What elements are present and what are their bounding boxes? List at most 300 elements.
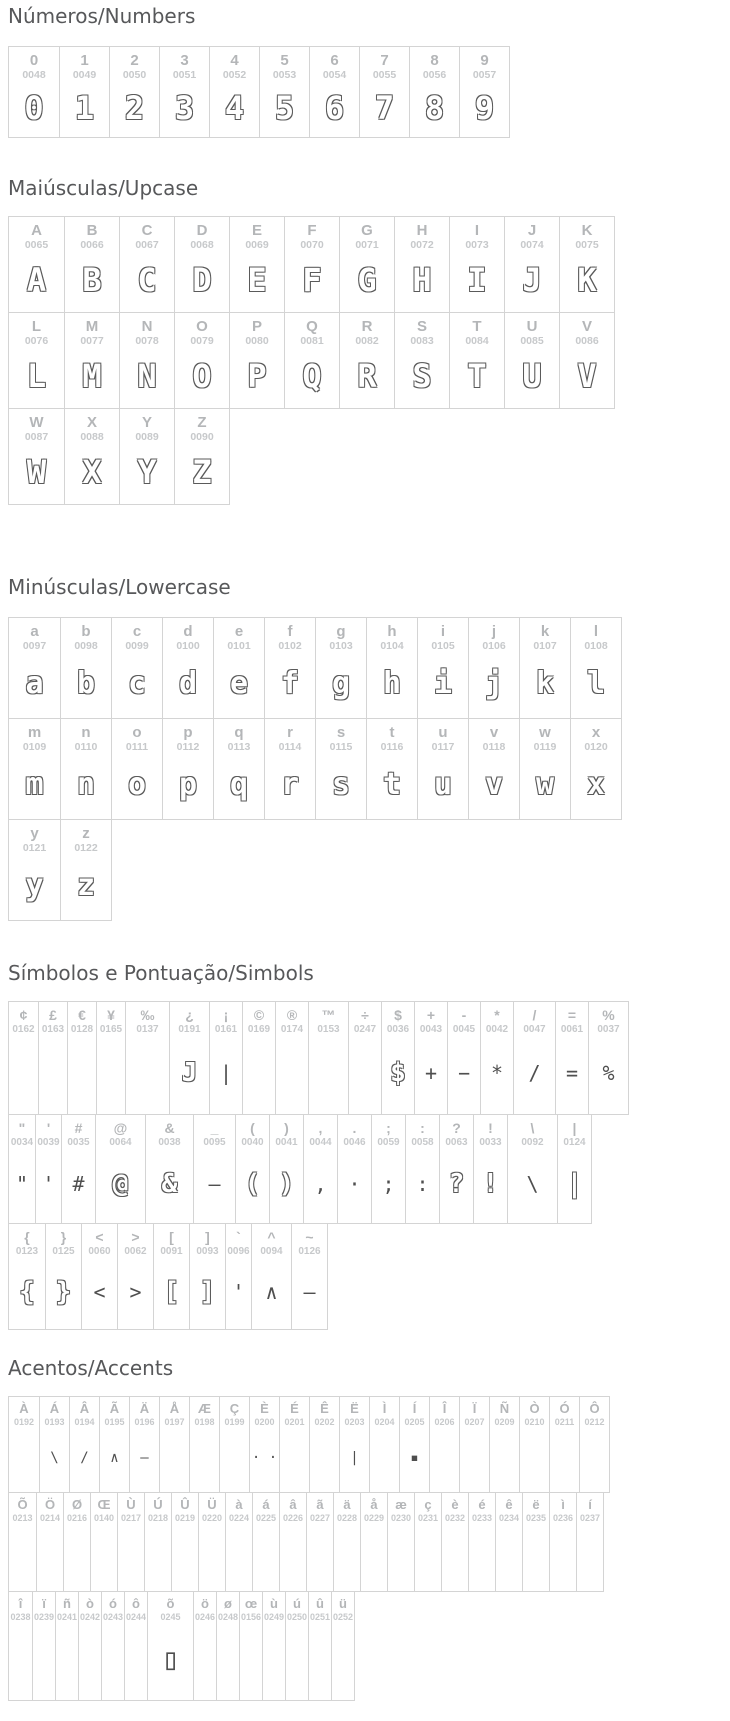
glyph-cell — [153, 1224, 189, 1329]
glyph-preview: " — [15, 1172, 29, 1197]
glyph-cell — [279, 1397, 309, 1492]
glyph-char-label: Ø — [71, 1497, 83, 1512]
glyph-preview: [ — [163, 1276, 180, 1307]
glyph-cell — [468, 618, 519, 718]
glyph-unicode-label: 0153 — [317, 1024, 340, 1036]
glyph-unicode-label: 0163 — [41, 1024, 65, 1036]
glyph-char-label: 8 — [430, 52, 439, 69]
glyph-preview: M — [82, 357, 102, 396]
glyph-unicode-label: 0043 — [419, 1024, 443, 1036]
glyph-unicode-label: 0217 — [120, 1512, 142, 1523]
glyph-cell — [369, 1397, 399, 1492]
glyph-preview: ▪ — [410, 1450, 419, 1467]
glyph-preview: > — [129, 1279, 142, 1304]
glyph-unicode-label: 0235 — [525, 1512, 547, 1523]
glyph-unicode-label: 0194 — [74, 1416, 95, 1427]
glyph-cell — [9, 719, 60, 819]
glyph-char-label: H — [416, 222, 428, 239]
glyph-preview: R — [357, 357, 377, 396]
glyph-cell — [468, 719, 519, 819]
glyph-preview: I — [467, 261, 487, 300]
glyph-unicode-label: 0037 — [597, 1024, 620, 1036]
glyph-unicode-label: 0233 — [471, 1512, 493, 1523]
glyph-preview: \ — [50, 1450, 59, 1467]
glyph-unicode-label: 0040 — [241, 1137, 264, 1149]
glyph-unicode-label: 0226 — [282, 1512, 304, 1523]
glyph-char-label: Ê — [320, 1401, 329, 1416]
glyph-cell — [489, 1397, 519, 1492]
glyph-unicode-label: 0109 — [22, 741, 47, 754]
glyph-cell — [480, 1002, 513, 1114]
glyph-cell — [129, 1397, 159, 1492]
glyph-char-label: 4 — [230, 52, 239, 69]
glyph-unicode-label: 0239 — [33, 1611, 55, 1622]
glyph-cell — [495, 1493, 522, 1591]
glyph-unicode-label: 0042 — [485, 1024, 509, 1036]
glyph-unicode-label: 0121 — [22, 842, 47, 855]
glyph-cell — [507, 1115, 557, 1223]
glyph-unicode-label: 0081 — [300, 335, 324, 348]
glyph-cell — [252, 1493, 279, 1591]
glyph-char-label: 3 — [180, 52, 189, 69]
glyph-unicode-label: 0039 — [37, 1137, 60, 1149]
glyph-unicode-label: 0228 — [336, 1512, 358, 1523]
glyph-preview: / — [80, 1450, 89, 1467]
glyph-cell — [259, 47, 309, 137]
glyph-char-label: K — [581, 222, 593, 239]
glyph-char-label: r — [287, 724, 293, 741]
glyph-char-label: a — [30, 623, 39, 640]
glyph-unicode-label: 0104 — [380, 640, 404, 653]
glyph-char-label: \ — [530, 1120, 535, 1136]
glyph-char-label: Å — [169, 1401, 180, 1416]
glyph-unicode-label: 0122 — [74, 842, 98, 855]
glyph-cell — [119, 409, 174, 504]
glyph-unicode-label: 0198 — [194, 1416, 215, 1427]
glyph-cell — [174, 217, 229, 312]
glyph-cell — [9, 1397, 39, 1492]
glyph-unicode-label: 0066 — [80, 239, 104, 252]
glyph-cell — [162, 719, 213, 819]
glyph-cell — [468, 1493, 495, 1591]
glyph-cell — [219, 1397, 249, 1492]
glyph-unicode-label: 0243 — [102, 1611, 124, 1622]
glyph-unicode-label: 0211 — [554, 1416, 575, 1427]
glyph-preview: | — [566, 1169, 583, 1200]
glyph-preview: e — [229, 665, 249, 701]
glyph-char-label: | — [572, 1120, 577, 1136]
section-title: Símbolos e Pontuação/Simbols — [8, 961, 314, 985]
glyph-preview: w — [535, 766, 555, 802]
glyph-unicode-label: 0106 — [482, 640, 506, 653]
glyph-cell — [64, 409, 119, 504]
glyph-unicode-label: 0084 — [465, 335, 489, 348]
glyph-unicode-label: 0196 — [134, 1416, 155, 1427]
glyph-unicode-label: 0251 — [309, 1611, 331, 1622]
glyph-char-label: á — [262, 1497, 270, 1512]
glyph-preview: ( — [244, 1169, 261, 1200]
glyph-cell — [371, 1115, 405, 1223]
glyph-unicode-label: 0212 — [584, 1416, 605, 1427]
glyph-preview: t — [382, 766, 402, 802]
glyph-cell — [409, 47, 459, 137]
glyph-char-label: " — [18, 1120, 26, 1136]
glyph-preview: g — [331, 665, 351, 701]
glyph-unicode-label: 0079 — [190, 335, 214, 348]
glyph-unicode-label: 0191 — [178, 1024, 201, 1036]
glyph-preview: ' — [42, 1172, 55, 1197]
glyph-unicode-label: 0062 — [124, 1246, 147, 1258]
glyph-unicode-label: 0209 — [494, 1416, 515, 1427]
glyph-char-label: L — [31, 318, 42, 335]
glyph-unicode-label: 0102 — [278, 640, 302, 653]
glyph-row — [8, 1492, 604, 1592]
glyph-unicode-label: 0137 — [136, 1024, 159, 1036]
glyph-cell — [229, 313, 284, 408]
glyph-cell — [216, 1592, 239, 1700]
glyph-char-label: O — [196, 318, 208, 335]
glyph-unicode-label: 0249 — [263, 1611, 285, 1622]
glyph-unicode-label: 0093 — [196, 1246, 219, 1258]
glyph-unicode-label: 0107 — [533, 640, 557, 653]
glyph-preview: — — [208, 1172, 221, 1197]
glyph-char-label: < — [95, 1229, 104, 1245]
glyph-unicode-label: 0075 — [575, 239, 599, 252]
glyph-preview: · — [348, 1172, 361, 1197]
glyph-char-label: Î — [442, 1401, 447, 1416]
glyph-cell — [61, 1115, 95, 1223]
glyph-cell — [67, 1002, 96, 1114]
glyph-cell — [559, 313, 614, 408]
glyph-unicode-label: 0200 — [254, 1416, 275, 1427]
glyph-char-label: û — [316, 1596, 324, 1611]
glyph-cell — [36, 1493, 63, 1591]
glyph-preview: – — [303, 1279, 316, 1304]
glyph-unicode-label: 0091 — [160, 1246, 183, 1258]
glyph-char-label: j — [491, 623, 497, 640]
glyph-preview: N — [137, 357, 157, 396]
glyph-cell — [519, 1397, 549, 1492]
glyph-cell — [308, 1002, 348, 1114]
glyph-cell — [504, 217, 559, 312]
glyph-cell — [414, 1002, 447, 1114]
glyph-char-label: / — [532, 1007, 537, 1023]
glyph-char-label: © — [253, 1007, 265, 1023]
glyph-cell — [557, 1115, 591, 1223]
glyph-cell — [239, 1592, 262, 1700]
glyph-cell — [449, 313, 504, 408]
glyph-cell — [235, 1115, 269, 1223]
glyph-preview: 0 — [24, 88, 44, 127]
glyph-char-label: Œ — [97, 1497, 111, 1512]
glyph-unicode-label: 0114 — [278, 741, 302, 754]
glyph-char-label: Ä — [139, 1401, 150, 1416]
glyph-cell — [348, 1002, 381, 1114]
glyph-table — [8, 1396, 730, 1701]
glyph-unicode-label: 0088 — [80, 431, 104, 444]
glyph-char-label: . — [352, 1120, 357, 1136]
glyph-char-label: > — [131, 1229, 140, 1245]
glyph-unicode-label: 0248 — [217, 1611, 239, 1622]
glyph-cell — [559, 217, 614, 312]
glyph-unicode-label: 0199 — [224, 1416, 245, 1427]
glyph-unicode-label: 0035 — [67, 1137, 90, 1149]
glyph-unicode-label: 0205 — [404, 1416, 425, 1427]
glyph-char-label: ë — [532, 1497, 540, 1512]
glyph-char-label: ® — [286, 1007, 298, 1023]
glyph-unicode-label: 0054 — [322, 69, 347, 82]
glyph-cell — [519, 719, 570, 819]
glyph-unicode-label: 0197 — [164, 1416, 185, 1427]
glyph-preview: ; — [382, 1172, 395, 1197]
glyph-char-label: ? — [452, 1120, 461, 1136]
glyph-char-label: Ì — [382, 1401, 387, 1416]
glyph-unicode-label: 0086 — [575, 335, 599, 348]
glyph-char-label: + — [426, 1007, 436, 1023]
glyph-char-label: £ — [49, 1007, 57, 1023]
glyph-unicode-label: 0225 — [255, 1512, 277, 1523]
glyph-row — [8, 312, 615, 409]
glyph-cell — [439, 1115, 473, 1223]
glyph-char-label: Ã — [109, 1401, 120, 1416]
glyph-cell — [9, 409, 64, 504]
glyph-unicode-label: 0241 — [56, 1611, 78, 1622]
glyph-char-label: Ó — [559, 1401, 570, 1416]
glyph-preview: Y — [137, 453, 157, 492]
glyph-table — [8, 617, 730, 921]
glyph-cell — [95, 1115, 145, 1223]
glyph-unicode-label: 0126 — [298, 1246, 321, 1258]
glyph-cell — [576, 1493, 603, 1591]
glyph-cell — [159, 1397, 189, 1492]
glyph-char-label: _ — [210, 1120, 219, 1136]
glyph-char-label: t — [389, 724, 395, 741]
glyph-cell — [60, 820, 111, 920]
glyph-unicode-label: 0120 — [584, 741, 608, 754]
glyph-preview: L — [26, 357, 47, 396]
glyph-unicode-label: 0034 — [10, 1137, 34, 1149]
glyph-preview: 2 — [124, 88, 145, 127]
glyph-preview: b — [76, 665, 96, 701]
glyph-char-label: P — [251, 318, 262, 335]
glyph-char-label: Ë — [350, 1401, 359, 1416]
glyph-unicode-label: 0094 — [260, 1246, 283, 1258]
glyph-preview: V — [577, 357, 597, 396]
glyph-char-label: M — [85, 318, 99, 335]
glyph-preview: \ — [526, 1172, 539, 1197]
glyph-cell — [522, 1493, 549, 1591]
glyph-unicode-label: 0119 — [533, 741, 557, 754]
glyph-char-label: & — [164, 1120, 175, 1136]
glyph-preview: A — [26, 261, 47, 300]
glyph-cell — [9, 820, 60, 920]
glyph-char-label: ã — [316, 1497, 324, 1512]
glyph-cell — [359, 47, 409, 137]
glyph-preview: 5 — [274, 88, 295, 127]
glyph-char-label: ^ — [267, 1229, 276, 1245]
glyph-unicode-label: 0193 — [44, 1416, 65, 1427]
glyph-cell — [366, 719, 417, 819]
glyph-unicode-label: 0232 — [444, 1512, 466, 1523]
glyph-char-label: % — [602, 1007, 615, 1023]
glyph-cell — [417, 719, 468, 819]
glyph-unicode-label: 0165 — [99, 1024, 123, 1036]
glyph-unicode-label: 0092 — [521, 1137, 544, 1149]
glyph-preview: Q — [302, 357, 322, 396]
glyph-unicode-label: 0065 — [24, 239, 49, 252]
glyph-table — [8, 46, 730, 138]
glyph-unicode-label: 0161 — [214, 1024, 238, 1036]
glyph-cell — [549, 1493, 576, 1591]
glyph-preview: Z — [192, 453, 212, 492]
glyph-cell — [78, 1592, 101, 1700]
glyph-unicode-label: 0244 — [125, 1611, 147, 1622]
glyph-preview: d — [178, 665, 198, 701]
glyph-preview: ] — [199, 1276, 216, 1307]
glyph-unicode-label: 0110 — [74, 741, 98, 754]
glyph-cell — [459, 1397, 489, 1492]
glyph-cell — [117, 1224, 153, 1329]
glyph-unicode-label: 0128 — [70, 1024, 94, 1036]
glyph-preview: $ — [390, 1058, 406, 1089]
glyph-cell — [417, 618, 468, 718]
glyph-cell — [309, 47, 359, 137]
glyph-unicode-label: 0061 — [560, 1024, 584, 1036]
glyph-char-label: 9 — [480, 52, 489, 69]
glyph-char-label: ü — [339, 1596, 347, 1611]
glyph-char-label: b — [81, 623, 91, 640]
glyph-cell — [117, 1493, 144, 1591]
glyph-char-label: g — [336, 623, 346, 640]
glyph-char-label: ` — [236, 1229, 241, 1245]
glyph-char-label: ÷ — [361, 1007, 369, 1023]
glyph-preview: k — [535, 665, 555, 701]
glyph-char-label: 2 — [130, 52, 139, 69]
glyph-char-label: = — [567, 1007, 577, 1023]
glyph-unicode-label: 0252 — [332, 1611, 354, 1622]
glyph-char-label: Õ — [17, 1497, 28, 1512]
glyph-unicode-label: 0045 — [452, 1024, 476, 1036]
glyph-preview: K — [577, 261, 597, 300]
glyph-char-label: f — [287, 623, 293, 640]
glyph-cell — [339, 313, 394, 408]
glyph-char-label: X — [86, 414, 97, 431]
glyph-char-label: Â — [79, 1401, 90, 1416]
section-title: Minúsculas/Lowercase — [8, 575, 231, 599]
glyph-preview: % — [602, 1061, 615, 1086]
glyph-char-label: C — [141, 222, 153, 239]
glyph-char-label: Û — [180, 1497, 190, 1512]
glyph-char-label: x — [591, 724, 601, 741]
glyph-preview: S — [412, 357, 432, 396]
glyph-char-label: Ï — [472, 1401, 477, 1416]
glyph-cell — [96, 1002, 125, 1114]
glyph-preview: — — [140, 1450, 149, 1467]
glyph-unicode-label: 0064 — [109, 1137, 132, 1149]
glyph-char-label: ö — [201, 1596, 209, 1611]
glyph-cell — [119, 217, 174, 312]
glyph-char-label: # — [74, 1120, 83, 1136]
glyph-preview: U — [522, 357, 542, 396]
glyph-unicode-label: 0095 — [203, 1137, 226, 1149]
glyph-char-label: 1 — [80, 52, 89, 69]
glyph-cell — [90, 1493, 117, 1591]
glyph-char-label: ‰ — [140, 1007, 155, 1023]
glyph-preview: ! — [482, 1169, 499, 1200]
glyph-preview: E — [247, 261, 267, 300]
glyph-char-label: Ñ — [499, 1401, 510, 1416]
glyph-char-label: è — [451, 1497, 459, 1512]
glyph-char-label: ó — [109, 1596, 117, 1611]
glyph-cell — [60, 719, 111, 819]
glyph-unicode-label: 0096 — [227, 1246, 250, 1258]
glyph-unicode-label: 0048 — [22, 69, 46, 82]
glyph-cell — [64, 217, 119, 312]
glyph-char-label: e — [234, 623, 244, 640]
glyph-cell — [570, 618, 621, 718]
glyph-char-label: 5 — [280, 52, 289, 69]
glyph-preview: 9 — [474, 88, 495, 127]
glyph-cell — [111, 618, 162, 718]
glyph-char-label: é — [478, 1497, 486, 1512]
glyph-cell — [38, 1002, 67, 1114]
glyph-char-label: œ — [244, 1596, 258, 1611]
glyph-unicode-label: 0123 — [15, 1246, 39, 1258]
glyph-char-label: B — [86, 222, 98, 239]
glyph-char-label: Ü — [207, 1497, 217, 1512]
glyph-cell — [147, 1592, 193, 1700]
glyph-cell — [331, 1592, 354, 1700]
glyph-unicode-label: 0076 — [24, 335, 49, 348]
glyph-char-label: ò — [86, 1596, 94, 1611]
glyph-unicode-label: 0089 — [135, 431, 159, 444]
glyph-unicode-label: 0246 — [194, 1611, 216, 1622]
glyph-preview: r — [280, 766, 300, 802]
glyph-unicode-label: 0100 — [176, 640, 200, 653]
glyph-unicode-label: 0080 — [245, 335, 269, 348]
glyph-cell — [9, 1224, 45, 1329]
glyph-unicode-label: 0247 — [353, 1024, 377, 1036]
glyph-char-label: p — [183, 724, 193, 741]
glyph-char-label: : — [420, 1120, 425, 1136]
glyph-unicode-label: 0103 — [329, 640, 353, 653]
glyph-char-label: ù — [270, 1596, 278, 1611]
glyph-cell — [570, 719, 621, 819]
glyph-cell — [303, 1115, 337, 1223]
glyph-unicode-label: 0069 — [245, 239, 269, 252]
glyph-cell — [441, 1493, 468, 1591]
glyph-preview: q — [229, 766, 249, 802]
glyph-cell — [291, 1224, 327, 1329]
glyph-char-label: ' — [46, 1120, 51, 1136]
glyph-unicode-label: 0140 — [93, 1512, 115, 1523]
glyph-row — [8, 1114, 592, 1224]
glyph-preview: 1 — [74, 88, 95, 127]
glyph-char-label: S — [416, 318, 427, 335]
glyph-unicode-label: 0036 — [386, 1024, 410, 1036]
glyph-unicode-label: 0108 — [584, 640, 608, 653]
glyph-cell — [9, 1592, 32, 1700]
glyph-unicode-label: 0220 — [201, 1512, 223, 1523]
glyph-cell — [109, 47, 159, 137]
glyph-preview: H — [412, 261, 432, 300]
glyph-char-label: R — [361, 318, 373, 335]
glyph-char-label: E — [251, 222, 262, 239]
glyph-cell — [275, 1002, 308, 1114]
glyph-preview: } — [55, 1276, 72, 1307]
glyph-unicode-label: 0203 — [344, 1416, 365, 1427]
glyph-cell — [63, 1493, 90, 1591]
